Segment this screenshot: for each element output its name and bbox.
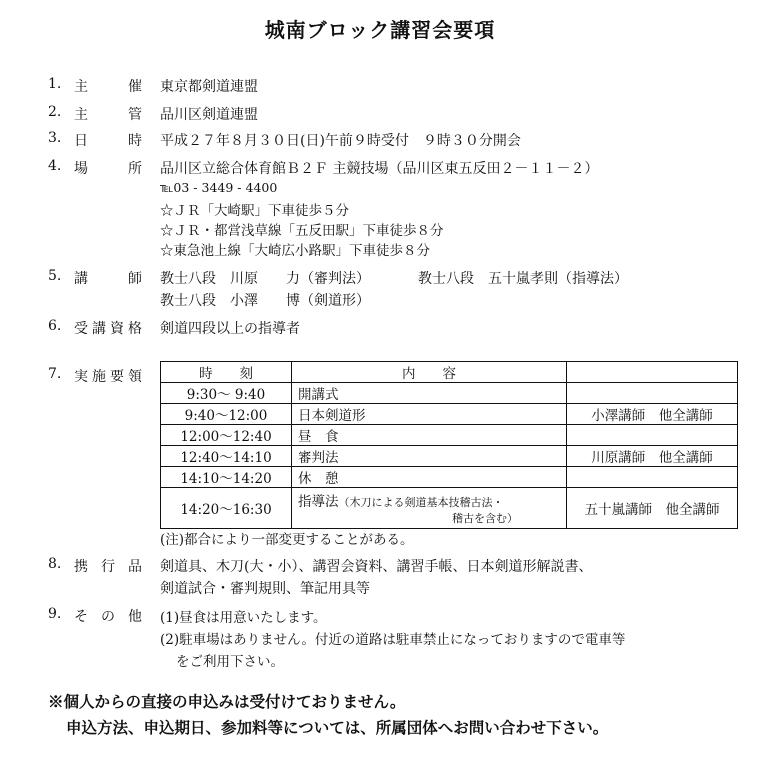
qualification-text: 剣道四段以上の指導者 [160,321,300,337]
instructor-3: 教士八段 小澤 博（剣道形） [160,293,370,309]
row-time: 12:40～14:10 [161,446,292,467]
instructor-2: 教士八段 五十嵐孝則（指導法） [418,271,628,287]
section-8-label: 携 行 品 [74,559,142,575]
row-time: 9:40～12:00 [161,404,292,425]
section-9-number: 9. [48,606,62,622]
section-5-label: 講 師 [74,271,142,287]
notice-line-2: 申込方法、申込期日、参加料等については、所属団体へお問い合わせ下さい。 [66,718,609,737]
table-header-row [161,362,738,383]
row-teacher: 川原講師 他全講師 [567,446,738,467]
manager-text: 品川区剣道連盟 [160,107,258,123]
venue-phone: ℡03 - 3449 - 4400 [160,180,278,195]
date-text: 平成２７年８月３０日(日)午前９時受付 ９時３０分開会 [160,133,521,149]
row-time: 12:00～12:40 [161,425,292,446]
row-content: 審判法 [292,446,567,467]
items-line-2: 剣道試合・審判規則、筆記用具等 [160,581,370,597]
other-line-1: (1)昼食は用意いたします。 [160,610,327,626]
section-1-number: 1. [48,76,62,92]
row-time: 14:20～16:30 [161,488,292,529]
row-content-main: 指導法 [298,494,339,510]
notice-line-1: ※個人からの直接の申込みは受付けておりません。 [48,692,406,711]
row-content-note-1: （木刀による剣道基本技稽古法・ [338,496,504,509]
section-3-number: 3. [48,130,62,146]
row-teacher: 五十嵐講師 他全講師 [567,488,738,529]
venue-text: 品川区立総合体育館Ｂ２Ｆ 主競技場（品川区東五反田２－１１－２） [160,161,599,177]
section-8-number: 8. [48,556,62,572]
table-row [161,404,738,425]
table-row [161,488,738,529]
schedule-note: (注)都合により一部変更することがある。 [160,532,414,548]
section-4-label: 場 所 [74,161,142,177]
section-5-number: 5. [48,268,62,284]
section-3-label: 日 時 [74,133,142,149]
row-time: 9:30～ 9:40 [161,383,292,404]
other-line-3: をご利用下さい。 [176,654,284,670]
section-7-number: 7. [48,366,62,382]
row-content: 日本剣道形 [292,404,567,425]
row-teacher [567,467,738,488]
row-teacher: 小澤講師 他全講師 [567,404,738,425]
row-content: 開講式 [292,383,567,404]
header-content: 内 容 [292,362,567,383]
header-time: 時 刻 [161,362,292,383]
section-6-label: 受 講 資 格 [74,321,142,337]
table-row [161,383,738,404]
items-line-1: 剣道具、木刀(大・小）、講習会資料、講習手帳、日本剣道形解説書、 [160,559,593,575]
document-title: 城南ブロック講習会要項 [264,18,496,42]
access-line-3: ☆東急池上線「大崎広小路駅」下車徒歩８分 [160,243,430,259]
section-9-label: そ の 他 [74,609,142,625]
row-content [292,488,567,529]
section-2-label: 主 管 [74,107,142,123]
row-content-note-2: 稽古を含む） [452,512,518,525]
section-1-label: 主 催 [74,79,142,95]
row-content: 休 憩 [292,467,567,488]
header-teacher [567,362,738,383]
section-7-label: 実 施 要 領 [74,369,142,385]
table-row [161,425,738,446]
schedule-table [160,361,738,529]
other-line-2: (2)駐車場はありません。付近の道路は駐車禁止になっておりますので電車等 [160,632,626,648]
access-line-2: ☆ＪＲ・都営浅草線「五反田駅」下車徒歩８分 [160,223,444,239]
access-line-1: ☆ＪＲ「大崎駅」下車徒歩５分 [160,203,349,219]
section-4-number: 4. [48,158,62,174]
organizer-text: 東京都剣道連盟 [160,79,258,95]
row-content: 昼 食 [292,425,567,446]
section-2-number: 2. [48,104,62,120]
table-row [161,467,738,488]
row-teacher [567,383,738,404]
instructor-1: 教士八段 川原 力（審判法） [160,271,370,287]
section-6-number: 6. [48,318,62,334]
row-time: 14:10～14:20 [161,467,292,488]
row-teacher [567,425,738,446]
table-row [161,446,738,467]
